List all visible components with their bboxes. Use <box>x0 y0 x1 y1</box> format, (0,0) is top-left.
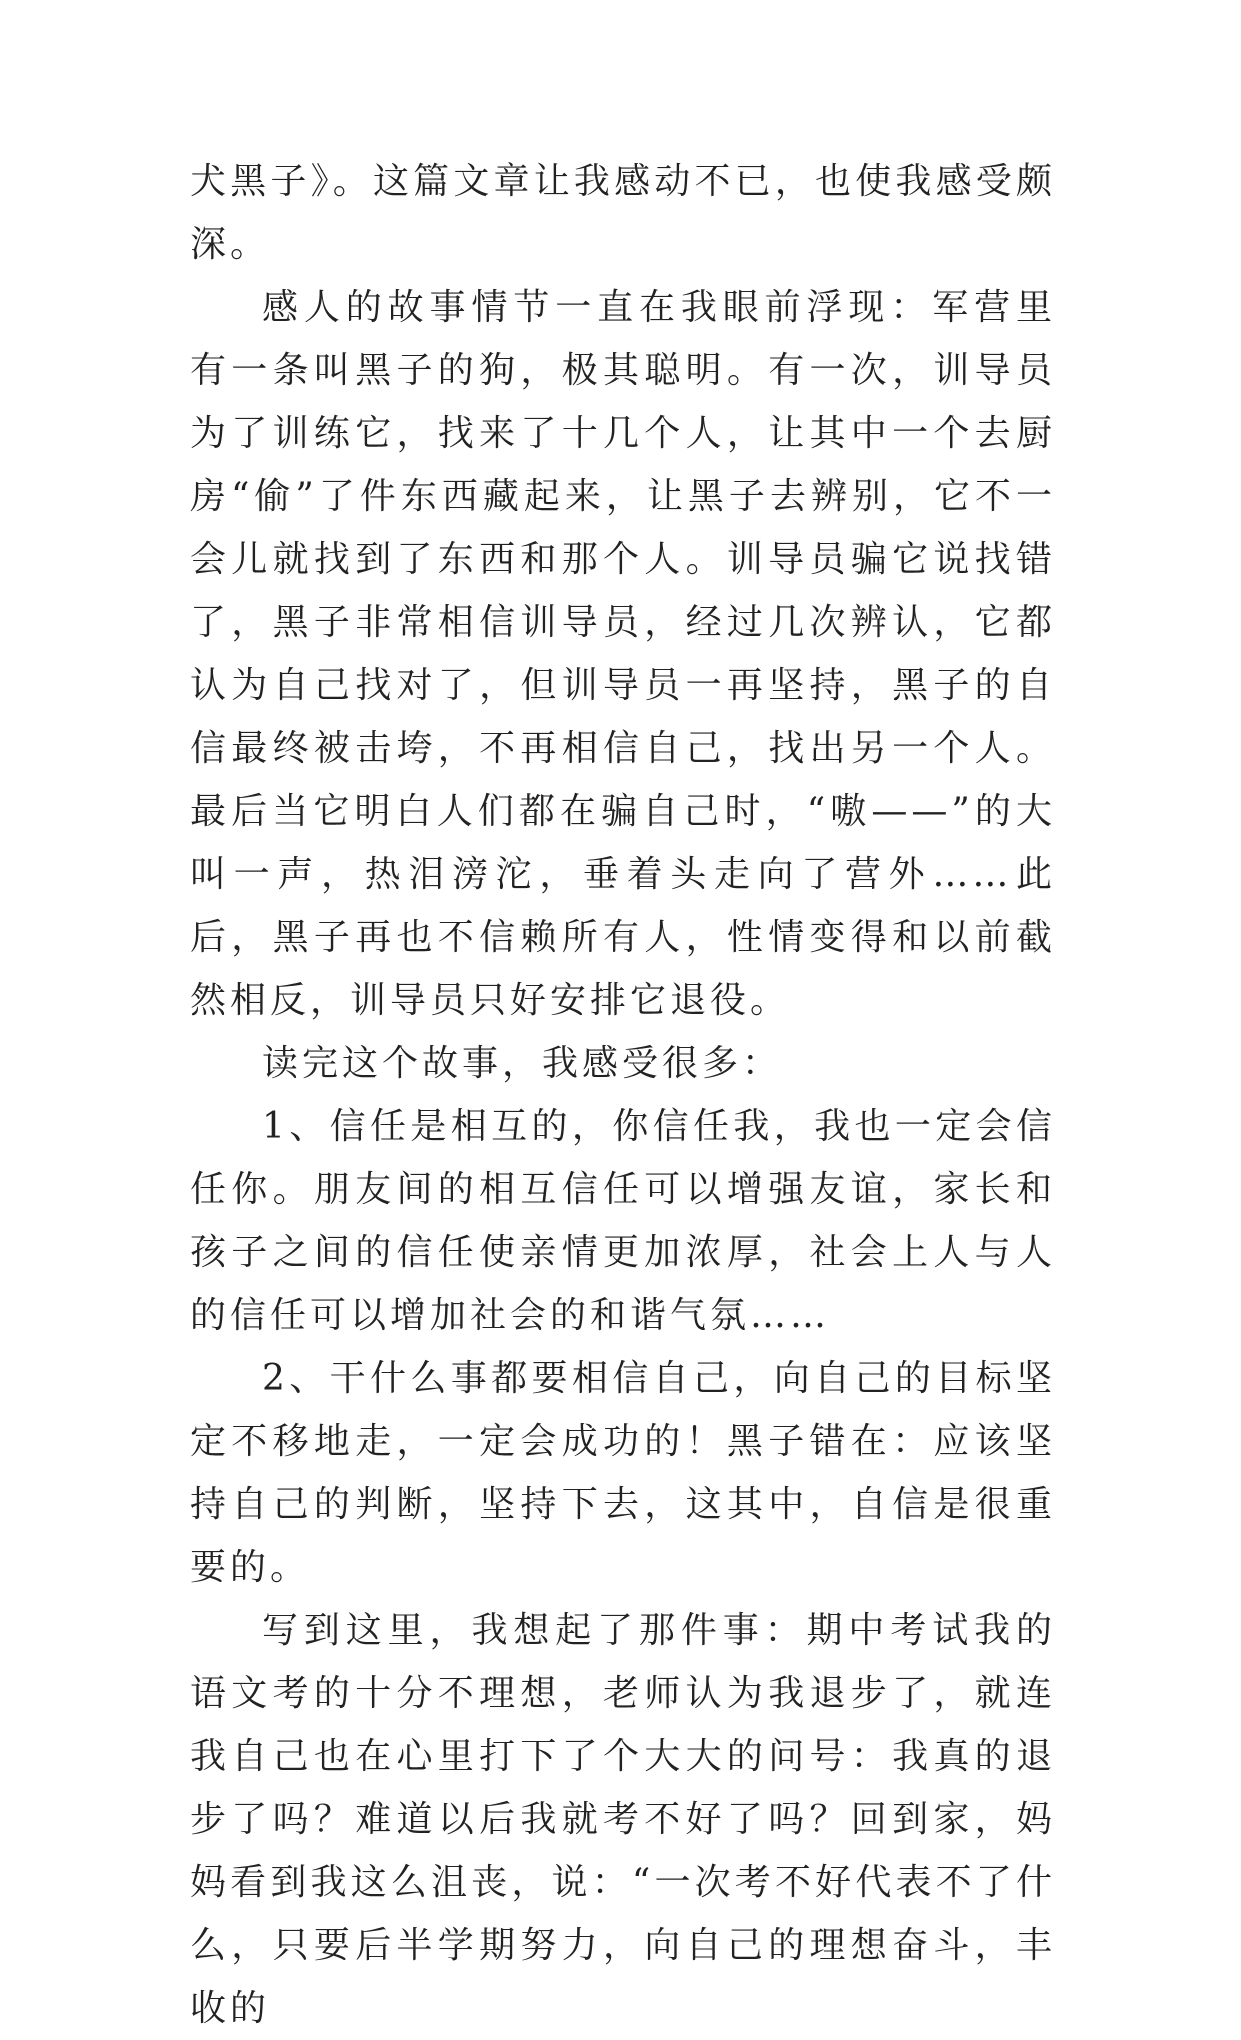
paragraph-point-1: 1、信任是相互的，你信任我，我也一定会信任你。朋友间的相互信任可以增强友谊，家长和孩子之间的信任使亲情更加浓厚，社会上人与人的信任可以增加社会的和谐气氛…… <box>190 1106 1056 1336</box>
paragraph-story: 感人的故事情节一直在我眼前浮现：军营里有一条叫黑子的狗，极其聪明。有一次，训导员为了训练它，找来了十几个人，让其中一个去厨房“偷”了件东西藏起来，让黑子去辨别，它不一会儿就找到了东西和那个人。训导员骗它说找错了，黑子非常相信训导员，经过几次辨认，它都认为自己找对了，但训导员一再坚持，黑子的自信最终被击垮，不再相信自己，找出另一个人。最后当它明白人们都在骗自己时，“嗷——”的大叫一声，热泪滂沱，垂着头走向了营外……此后，黑子再也不信赖所有人，性情变得和以前截然相反，训导员只好安排它退役。 <box>190 287 1056 1021</box>
paragraph-personal-story: 写到这里，我想起了那件事：期中考试我的语文考的十分不理想，老师认为我退步了，就连我自己也在心里打下了个大大的问号：我真的退步了吗？难道以后我就考不好了吗？回到家，妈妈看到我这么沮丧，说：“一次考不好代表不了什么，只要后半学期努力，向自己的理想奋斗，丰收的 <box>190 1610 1056 2029</box>
paragraph-opening: 犬黑子》。这篇文章让我感动不已，也使我感受颇深。 <box>190 161 1056 265</box>
paragraph-reflection-intro: 读完这个故事，我感受很多： <box>262 1043 783 1084</box>
paragraph-point-2: 2、干什么事都要相信自己，向自己的目标坚定不移地走，一定会成功的！黑子错在：应该坚持自己的判断，坚持下去，这其中，自信是很重要的。 <box>190 1358 1056 1588</box>
body-text <box>190 150 1056 2040</box>
